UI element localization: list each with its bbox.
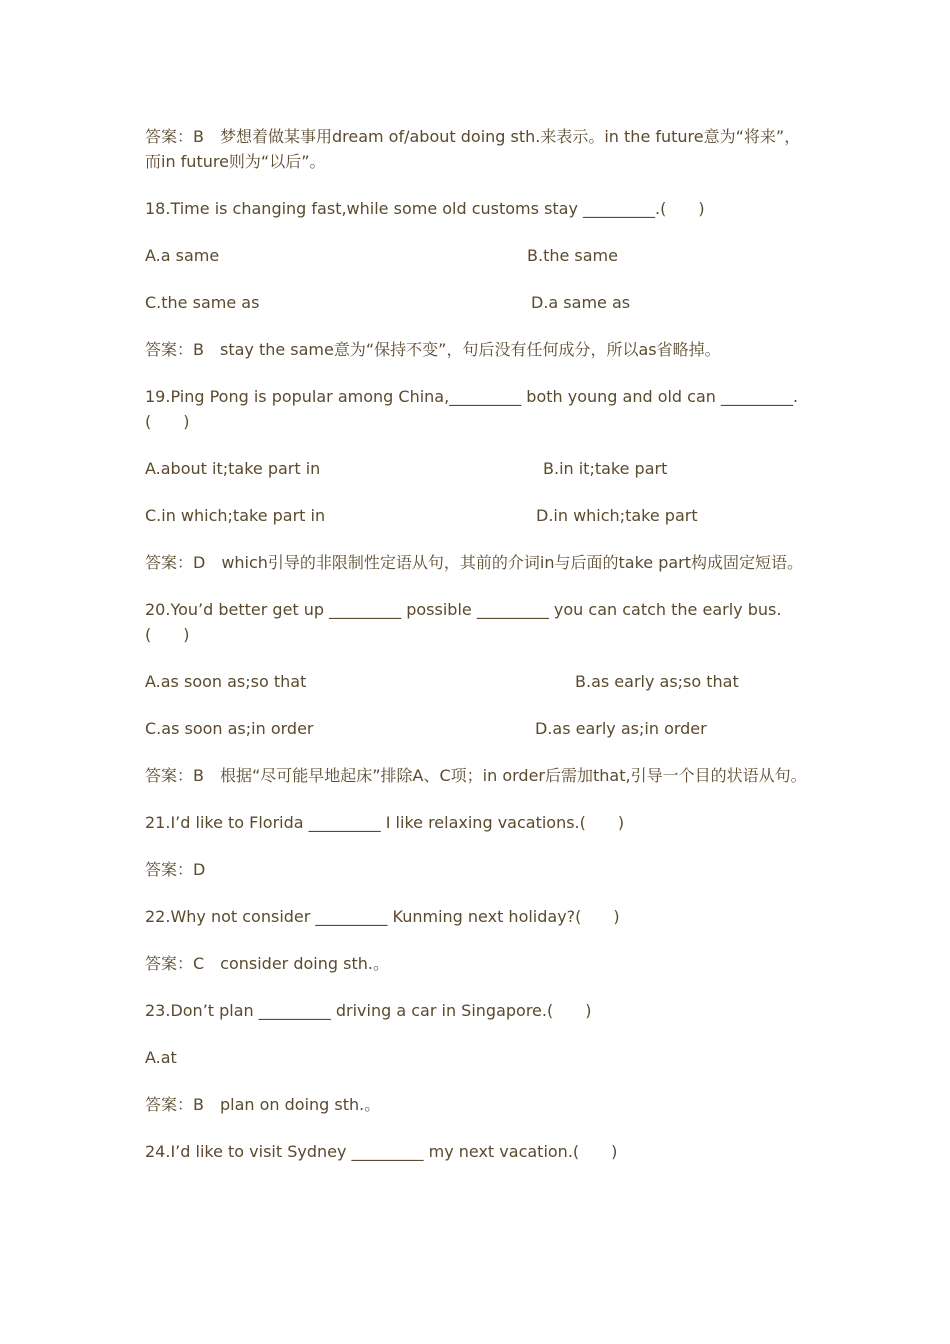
question-19-options-ab [145, 456, 810, 481]
question-20-options-cd [145, 716, 810, 741]
answer-18: 答案：B stay the same意为“保持不变”，句后没有任何成分，所以as省略掉。 [145, 340, 721, 359]
question-19-options-cd [145, 503, 810, 528]
option-18-b: B.the same [527, 246, 618, 265]
option-18-c: C.the same as [145, 293, 260, 312]
option-23-a: A.at [145, 1048, 177, 1067]
answer-20: 答案：B 根据“尽可能早地起床”排除A、C项；in order后需加that,引导一个目的状语从句。 [145, 766, 807, 785]
option-20-b: B.as early as;so that [575, 672, 739, 691]
option-18-a: A.a same [145, 246, 220, 265]
question-22: 22.Why not consider _________ Kunming next holiday?( ) [145, 907, 620, 926]
question-20-options-ab [145, 669, 810, 694]
option-19-b: B.in it;take part [543, 459, 668, 478]
question-21: 21.I’d like to Florida _________ I like relaxing vacations.( ) [145, 813, 625, 832]
question-24: 24.I’d like to visit Sydney _________ my next vacation.( ) [145, 1142, 618, 1161]
option-19-d: D.in which;take part [536, 506, 698, 525]
question-20: 20.You’d better get up _________ possible _________ you can catch the early bus.( ) [145, 600, 782, 644]
answer-21: 答案：D [145, 860, 206, 879]
question-23: 23.Don’t plan _________ driving a car in Singapore.( ) [145, 1001, 592, 1020]
question-18: 18.Time is changing fast,while some old customs stay _________.( ) [145, 199, 705, 218]
option-18-d: D.a same as [531, 293, 631, 312]
question-19: 19.Ping Pong is popular among China,_________ both young and old can _________.( ) [145, 387, 799, 431]
answer-19: 答案：D which引导的非限制性定语从句，其前的介词in与后面的take part构成固定短语。 [145, 553, 804, 572]
question-18-options-cd [145, 290, 810, 315]
answer-22: 答案：C consider doing sth.。 [145, 954, 389, 973]
option-19-a: A.about it;take part in [145, 459, 321, 478]
question-18-options-ab [145, 243, 810, 268]
answer-23: 答案：B plan on doing sth.。 [145, 1095, 381, 1114]
option-20-d: D.as early as;in order [535, 719, 707, 738]
option-20-a: A.as soon as;so that [145, 672, 307, 691]
option-20-c: C.as soon as;in order [145, 719, 314, 738]
option-19-c: C.in which;take part in [145, 506, 326, 525]
document-page [145, 124, 810, 1186]
answer-17: 答案：B 梦想着做某事用dream of/about doing sth.来表示。in the future意为“将来”，而in future则为“以后”。 [145, 127, 801, 171]
